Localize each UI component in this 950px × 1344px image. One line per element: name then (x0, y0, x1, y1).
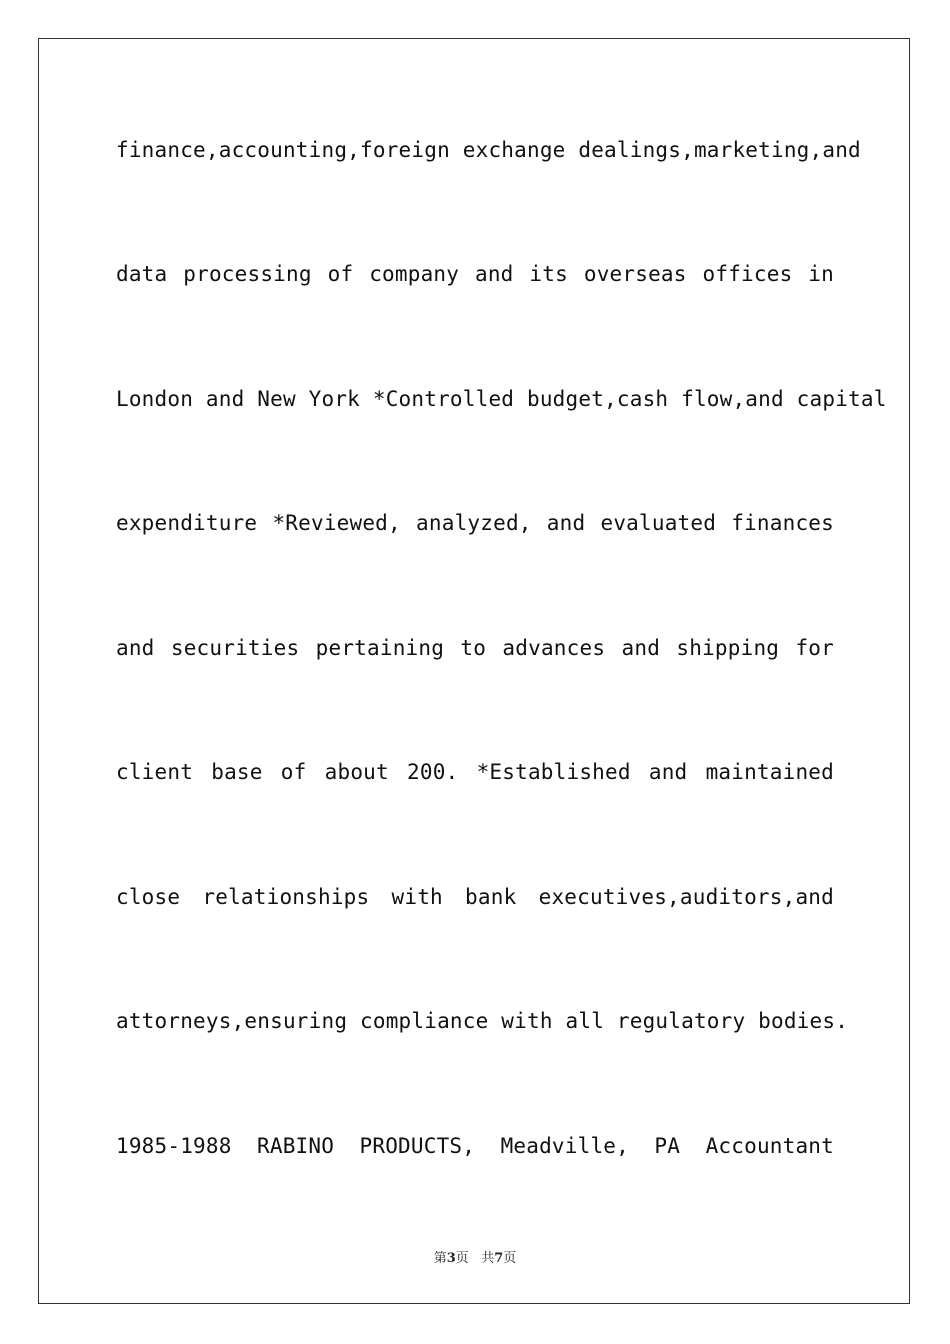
text-line-5: and securities pertaining to advances and shipping for (116, 636, 834, 660)
total-page-number: 7 (494, 1251, 504, 1266)
footer-page-suffix: 页 (455, 1251, 469, 1266)
text-line-4: expenditure *Reviewed, analyzed, and evaluated finances (116, 511, 834, 535)
text-line-7: close relationships with bank executives,auditors,and (116, 885, 834, 909)
text-line-3: London and New York *Controlled budget,cash flow,and capital (116, 387, 887, 411)
text-line-9: 1985-1988 RABINO PRODUCTS, Meadville, PA Accountant (116, 1134, 834, 1158)
current-page-number: 3 (446, 1251, 456, 1266)
page-footer (0, 1247, 950, 1266)
page-frame (38, 38, 910, 1304)
footer-total-suffix: 页 (503, 1251, 517, 1266)
text-line-2: data processing of company and its overseas offices in (116, 262, 834, 286)
text-line-8: attorneys,ensuring compliance with all regulatory bodies. (116, 1009, 849, 1033)
footer-prefix: 第 (433, 1251, 447, 1266)
text-line-1: finance,accounting,foreign exchange dealings,marketing,and (116, 138, 861, 162)
footer-total-prefix: 共 (481, 1251, 495, 1266)
text-line-6: client base of about 200. *Established and maintained (116, 760, 834, 784)
